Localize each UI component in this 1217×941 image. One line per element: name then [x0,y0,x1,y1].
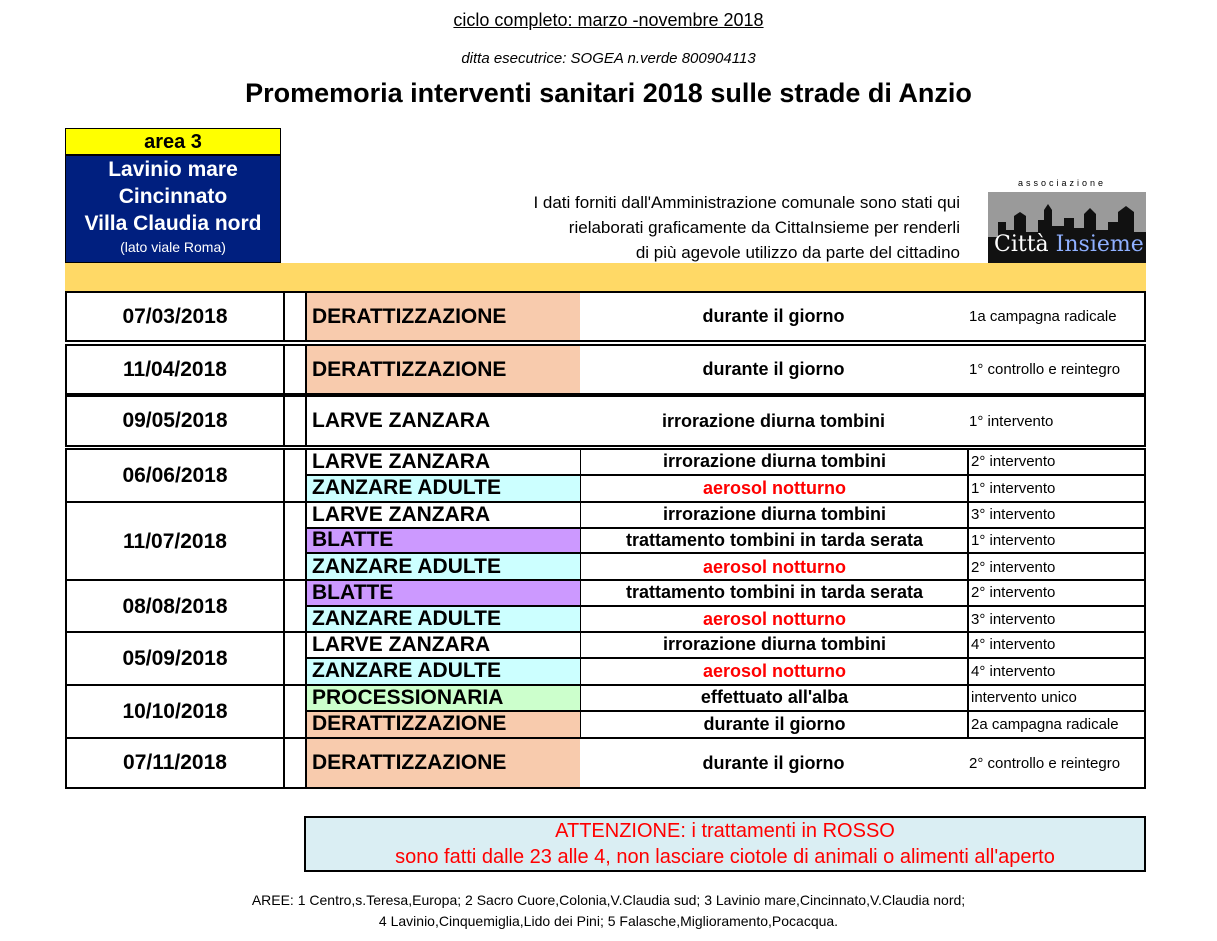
treatment-note: 2a campagna radicale [967,712,1144,738]
date-gap [285,581,307,632]
logo-image [988,192,1146,265]
treatment-note: 2° intervento [967,581,1144,605]
schedule-group [65,579,1146,634]
area-label: area 3 [65,128,281,155]
treatment-note: 3° intervento [967,607,1144,633]
treatment-note: 1° intervento [969,412,1054,430]
treatment-description: irrorazione diurna tombini [580,633,968,657]
area-sub: (lato viale Roma) [120,239,226,255]
area-name-3: Villa Claudia nord [84,212,262,235]
note-line-1: I dati forniti dall'Amministrazione comunale sono stati qui [533,193,960,212]
yellow-band [65,263,1146,291]
treatment-description: aerosol notturno [580,659,968,685]
schedule-group [65,631,1146,686]
treatment-note: 1° intervento [967,476,1144,502]
treatment-type: DERATTIZZAZIONE [307,293,580,340]
schedule-date: 09/05/2018 [67,397,285,445]
schedule-date: 10/10/2018 [67,686,285,737]
areas-legend [0,890,1217,932]
treatment-note: 3° intervento [967,503,1144,527]
schedule-group [65,684,1146,739]
treatment-type: LARVE ZANZARA [312,449,491,473]
schedule-group [65,448,1146,503]
treatment-note: 2° intervento [967,450,1144,474]
date-gap [285,503,307,580]
contractor-line: ditta esecutrice: SOGEA n.verde 800904113 [461,50,756,67]
schedule-group [65,291,1146,342]
treatment-description: irrorazione diurna tombini [661,410,885,431]
cittainsieme-logo [988,178,1146,265]
treatment-type: BLATTE [307,529,580,553]
schedule-row [307,346,1144,393]
treatment-note: intervento unico [967,686,1144,710]
schedule-row [307,476,1144,502]
treatment-type: LARVE ZANZARA [312,502,491,526]
treatment-type: ZANZARE ADULTE [307,476,580,502]
schedule-row [307,503,1144,529]
schedule-date: 07/11/2018 [67,739,285,787]
treatment-type: DERATTIZZAZIONE [307,346,580,393]
info-note [420,190,960,265]
schedule-date: 06/06/2018 [67,450,285,501]
treatment-type: ZANZARE ADULTE [307,659,580,685]
treatment-note: 2° controllo e reintegro [969,754,1121,772]
logo-name: Città Insieme [994,232,1144,257]
areas-line-2: 4 Lavinio,Cinquemiglia,Lido dei Pini; 5 Falasche,Miglioramento,Pocacqua. [378,913,839,929]
date-gap [285,633,307,684]
warning-line-1: ATTENZIONE: i trattamenti in ROSSO [555,820,895,842]
treatment-type: BLATTE [307,581,580,605]
schedule-date: 07/03/2018 [67,293,285,340]
logo-assoc: associazione [1018,178,1107,188]
treatment-type: PROCESSIONARIA [307,686,580,710]
schedule-date: 08/08/2018 [67,581,285,632]
treatment-description: aerosol notturno [580,554,968,580]
treatment-description: aerosol notturno [580,607,968,633]
treatment-note: 4° intervento [967,659,1144,685]
treatment-type: ZANZARE ADULTE [307,554,580,580]
cycle-header: ciclo completo: marzo -novembre 2018 [453,10,764,30]
schedule-group [65,395,1146,447]
treatment-type: DERATTIZZAZIONE [307,739,580,787]
schedule-row [307,581,1144,607]
treatment-description: aerosol notturno [580,476,968,502]
treatment-description: durante il giorno [702,752,845,773]
treatment-description: effettuato all'alba [580,686,968,710]
note-line-2: rielaborati graficamente da CittaInsieme per renderli [568,218,960,237]
schedule-date: 11/04/2018 [67,346,285,393]
treatment-description: durante il giorno [580,712,968,738]
schedule-group [65,737,1146,789]
warning-box [304,816,1146,872]
treatment-note: 4° intervento [967,633,1144,657]
area-name-1: Lavinio mare [108,158,238,181]
treatment-note: 2° intervento [967,554,1144,580]
schedule-group [65,344,1146,395]
schedule-date: 05/09/2018 [67,633,285,684]
note-line-3: di più agevole utilizzo da parte del cittadino [635,243,960,262]
schedule-row [307,293,1144,340]
treatment-type: LARVE ZANZARA [312,632,491,656]
treatment-type: DERATTIZZAZIONE [307,712,580,738]
treatment-description: trattamento tombini in tarda serata [580,529,968,553]
schedule-row [307,633,1144,659]
date-gap [285,293,307,340]
schedule-date: 11/07/2018 [67,503,285,580]
treatment-note: 1° controllo e reintegro [969,361,1121,378]
schedule-row [307,607,1144,633]
treatment-description: durante il giorno [702,306,845,326]
schedule-group [65,501,1146,582]
area-box [65,155,281,263]
date-gap [285,686,307,737]
treatment-description: trattamento tombini in tarda serata [580,581,968,605]
schedule-row [307,739,1144,787]
schedule-row [307,529,1144,555]
date-gap [285,739,307,787]
date-gap [285,450,307,501]
schedule-row [307,554,1144,580]
schedule-row [307,659,1144,685]
areas-line-1: AREE: 1 Centro,s.Teresa,Europa; 2 Sacro Cuore,Colonia,V.Claudia sud; 3 Lavinio mare,Cincinnato,V.Claudia nord; [251,892,966,908]
treatment-description: irrorazione diurna tombini [580,450,968,474]
schedule-row [307,712,1144,738]
treatment-type: ZANZARE ADULTE [307,607,580,633]
treatment-note: 1° intervento [967,529,1144,553]
treatment-note: 1a campagna radicale [969,308,1117,325]
date-gap [285,397,307,445]
area-name-2: Cincinnato [118,185,228,208]
date-gap [285,346,307,393]
warning-line-2: sono fatti dalle 23 alle 4, non lasciare ciotole di animali o alimenti all'aperto [395,846,1055,868]
treatment-description: durante il giorno [702,359,845,379]
treatment-type: LARVE ZANZARA [312,409,491,432]
schedule-row [307,686,1144,712]
schedule-row [307,450,1144,476]
treatment-description: irrorazione diurna tombini [580,503,968,527]
schedule-row [307,397,1144,445]
page-title: Promemoria interventi sanitari 2018 sulle strade di Anzio [245,78,972,108]
